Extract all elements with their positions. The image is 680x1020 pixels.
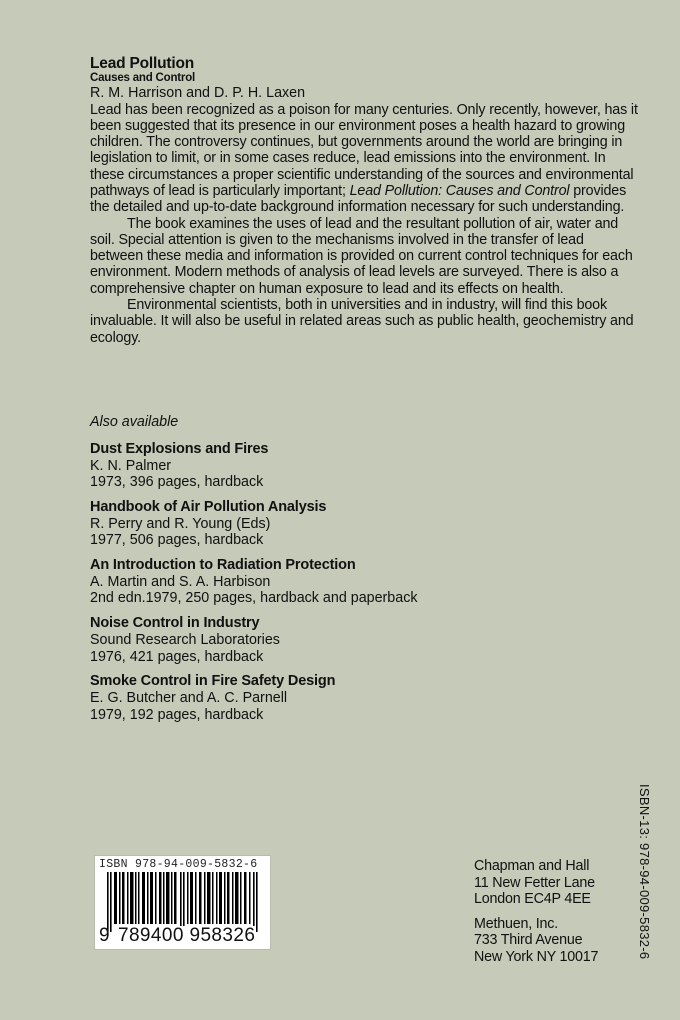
book-subtitle: Causes and Control bbox=[90, 72, 196, 84]
barcode-digits: 789400 958326 bbox=[118, 925, 256, 946]
related-book-authors: E. G. Butcher and A. C. Parnell bbox=[90, 690, 288, 707]
publisher-line: Chapman and Hall bbox=[474, 858, 590, 874]
related-book-details: 1976, 421 pages, hardback bbox=[90, 648, 264, 665]
barcode-isbn-label: ISBN 978-94-009-5832-6 bbox=[99, 858, 258, 871]
barcode-first-digit: 9 bbox=[99, 925, 110, 946]
publisher-address-us bbox=[474, 916, 624, 966]
related-book-title: Smoke Control in Fire Safety Design bbox=[90, 673, 336, 690]
related-book-title: Handbook of Air Pollution Analysis bbox=[90, 499, 327, 516]
isbn-vertical bbox=[636, 784, 652, 959]
related-book-authors: K. N. Palmer bbox=[90, 458, 172, 474]
book-title: Lead Pollution bbox=[90, 55, 194, 72]
related-book-authors: Sound Research Laboratories bbox=[90, 632, 280, 649]
related-book-title: An Introduction to Radiation Protection bbox=[90, 557, 356, 574]
book-title-italic: Lead Pollution: Causes and Control bbox=[349, 182, 570, 199]
publisher-line: New York NY 10017 bbox=[474, 948, 599, 965]
also-available-section bbox=[90, 414, 550, 731]
book-authors: R. M. Harrison and D. P. H. Laxen bbox=[90, 85, 306, 101]
related-book-title: Noise Control in Industry bbox=[90, 615, 260, 632]
also-available-heading: Also available bbox=[90, 414, 179, 430]
book-blurb bbox=[90, 55, 640, 346]
publisher-line: 11 New Fetter Lane bbox=[474, 874, 595, 891]
related-book-title: Dust Explosions and Fires bbox=[90, 441, 269, 457]
blurb-paragraph-1: Lead has been recognized as a poison for many centuries. Only recently, however, has it been suggested that its presence in our environment poses a health hazard to growing children. The controversy continues, but governments around the world are bringing in legislation to limit, or in some cases reduce, lead emissions into the environment. In these circumstances a proper scientific understanding of the sources and environmental pathways of lead is particularly important; Lead Pollution: Causes and Control provides the detailed and up-to-date background information necessary for such understanding. bbox=[90, 101, 638, 216]
related-book bbox=[90, 499, 550, 549]
related-book-details: 2nd edn.1979, 250 pages, hardback and paperback bbox=[90, 590, 418, 607]
related-book-authors: A. Martin and S. A. Harbison bbox=[90, 574, 271, 591]
publisher-line: 733 Third Avenue bbox=[474, 932, 583, 948]
related-book-authors: R. Perry and R. Young (Eds) bbox=[90, 516, 271, 533]
related-book bbox=[90, 441, 550, 491]
related-book-details: 1979, 192 pages, hardback bbox=[90, 706, 264, 723]
publisher-info bbox=[474, 858, 624, 973]
barcode-bars-icon bbox=[107, 872, 262, 932]
publisher-line: Methuen, Inc. bbox=[474, 915, 559, 932]
publisher-line: London EC4P 4EE bbox=[474, 891, 591, 907]
blurb-paragraph-2: The book examines the uses of lead and the resultant pollution of air, water and soil. Special attention is given to the mechanisms involved in the transfer of lead between these media and information is provided on current control techniques for each environment. Modern methods of analysis of lead levels are surveyed. There is also a comprehensive chapter on human exposure to lead and its effects on health. bbox=[90, 215, 633, 297]
related-book bbox=[90, 673, 550, 723]
related-book bbox=[90, 615, 550, 665]
publisher-address-uk bbox=[474, 858, 624, 908]
isbn-vertical-text: ISBN-13: 978-94-009-5832-6 bbox=[637, 784, 652, 960]
related-book-details: 1973, 396 pages, hardback bbox=[90, 474, 264, 491]
related-book-details: 1977, 506 pages, hardback bbox=[90, 532, 264, 549]
isbn-barcode bbox=[94, 855, 271, 950]
related-book bbox=[90, 557, 550, 607]
blurb-paragraph-3: Environmental scientists, both in universities and in industry, will find this book invaluable. It will also be useful in related areas such as public health, geochemistry and ecology. bbox=[90, 297, 634, 346]
